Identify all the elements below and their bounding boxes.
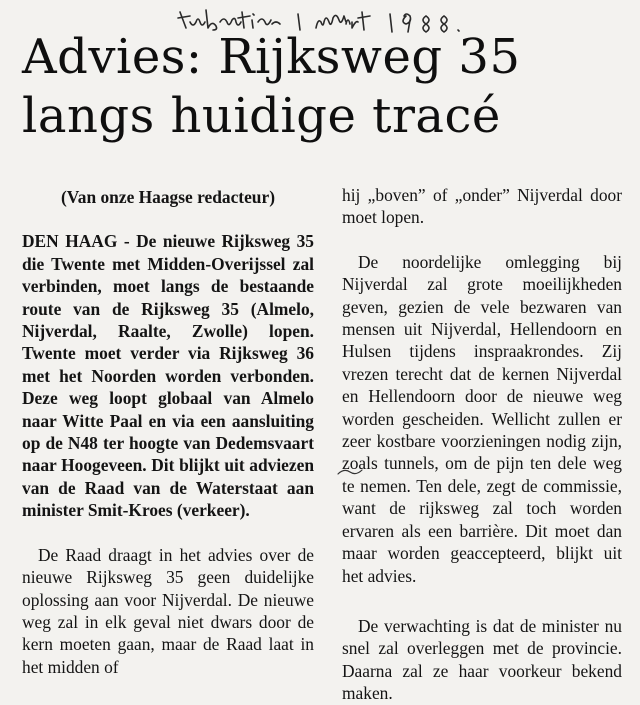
byline: (Van onze Haagse redacteur) <box>61 187 275 207</box>
lead-text: De nieuwe Rijksweg 35 die Twente met Midden-Overijssel zal verbinden, moet langs de bestaande route van de Rijksweg 35 (Almelo, Nijverdal, Raalte, Zwolle) lopen. Twente moet verder via Rijksweg 36 met het Noorden worden verbonden. Deze weg loopt globaal van Almelo naar Witte Paal en via een aansluiting op de N48 ter hoogte van Dedemsvaart naar Hoogeveen. Dit blijkt uit adviezen van de Raad van de Waterstaat aan minister Smit-Kroes (verkeer). <box>22 231 314 521</box>
headline-line-1: Advies: Rijksweg 35 <box>22 29 521 85</box>
body-paragraph-right-1: De noordelijke omlegging bij Nijverdal zal grote moeilijkheden geven, gezien de vele bezwaren van mensen uit Nijverdal, Hellendoorn en Hulsen tijdens inspraakrondes. Zij vrezen terecht dat de kernen Nijverdal en Hellendoorn door de nieuwe weg worden gescheiden. Wellicht zullen er zeer kostbare voorzieningen nodig zijn, zoals tunnels, om de pijn ten dele weg te nemen. Ten dele, zegt de commissie, want de rijksweg zal toch worden ervaren als een barrière. Dit moet dan maar worden geaccepteerd, blijkt uit het advies. <box>342 251 622 586</box>
continued-paragraph: hij „boven” of „onder” Nijverdal door moet lopen. <box>342 185 622 228</box>
article-column-right <box>342 184 622 705</box>
body-paragraph-left-1: De Raad draagt in het advies over de nieuwe Rijksweg 35 geen duidelijke oplossing aan voor Nijverdal. De nieuwe weg zal in elk geval niet dwars door de kern moeten gaan, maar de Raad laat in het midden of <box>22 544 314 677</box>
lead-paragraph <box>22 230 314 521</box>
headline-line-2: langs huidige tracé <box>22 88 501 144</box>
headline <box>22 28 622 146</box>
body-paragraph-right-2: De verwachting is dat de minister nu snel zal overleggen met de provincie. Daarna zal ze haar voorkeur bekend maken. <box>342 615 622 704</box>
article-column-left <box>22 186 314 678</box>
dateline: DEN HAAG - <box>22 231 130 252</box>
